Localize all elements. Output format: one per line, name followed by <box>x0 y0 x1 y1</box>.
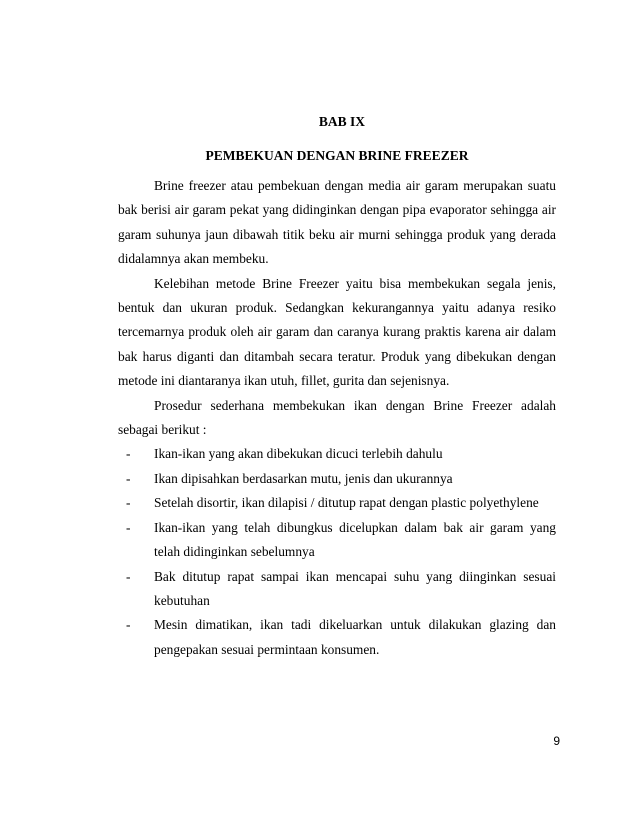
step-text: Ikan dipisahkan berdasarkan mutu, jenis dan ukurannya <box>154 470 453 486</box>
paragraph-definition: Brine freezer atau pembekuan dengan media air garam merupakan suatu bak berisi air garam pekat yang didinginkan dengan pipa evaporator sehingga air garam suhunya jaun dibawah titik beku air murni sehingga produk yang derada didalamnya akan membeku. <box>118 178 556 267</box>
procedure-steps <box>118 442 556 662</box>
step-text: Ikan-ikan yang telah dibungkus dicelupkan dalam bak air garam yang telah didinginkan sebelumnya <box>154 519 556 560</box>
list-item <box>118 467 556 491</box>
bullet-dash: - <box>126 495 131 511</box>
procedure-intro: Prosedur sederhana membekukan ikan dengan Brine Freezer adalah sebagai berikut : <box>118 397 556 438</box>
step-text: Setelah disortir, ikan dilapisi / ditutup rapat dengan plastic polyethylene <box>154 495 539 511</box>
bullet-dash: - <box>126 568 131 584</box>
list-item <box>118 442 556 466</box>
body-text <box>118 174 556 662</box>
paragraph-advantages: Kelebihan metode Brine Freezer yaitu bisa membekukan segala jenis, bentuk dan ukuran produk. Sedangkan kekurangannya yaitu adanya resiko tercemarnya produk oleh air garam dan caranya kurang praktis karena air dalam bak harus diganti dan ditambah secara teratur. Produk yang dibekukan dengan metode ini diantaranya ikan utuh, fillet, gurita dan sejenisnya. <box>118 275 556 389</box>
list-item <box>118 613 556 662</box>
page-number: 9 <box>553 734 560 748</box>
bullet-dash: - <box>126 617 131 633</box>
chapter-title: PEMBEKUAN DENGAN BRINE FREEZER <box>205 148 469 163</box>
list-item <box>118 565 556 614</box>
bullet-dash: - <box>126 519 131 535</box>
step-text: Ikan-ikan yang akan dibekukan dicuci terlebih dahulu <box>154 446 443 462</box>
list-item <box>118 491 556 515</box>
step-text: Mesin dimatikan, ikan tadi dikeluarkan untuk dilakukan glazing dan pengepakan sesuai permintaan konsumen. <box>154 617 556 657</box>
bullet-dash: - <box>126 470 131 486</box>
step-text: Bak ditutup rapat sampai ikan mencapai suhu yang diinginkan sesuai kebutuhan <box>154 568 556 608</box>
list-item <box>118 516 556 565</box>
bullet-dash: - <box>126 446 131 462</box>
chapter-number: BAB IX <box>318 114 366 129</box>
